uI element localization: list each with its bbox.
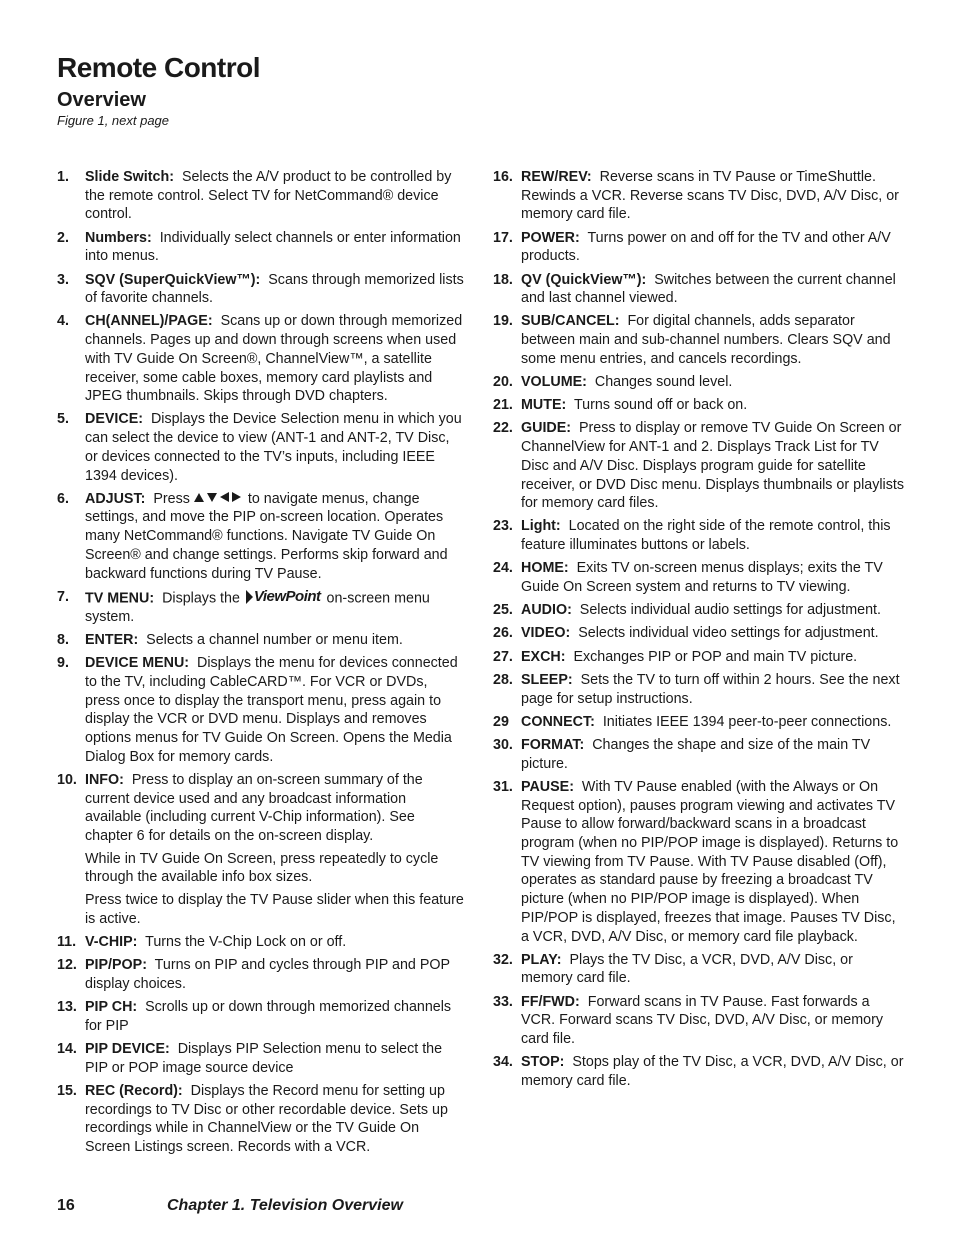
page-footer — [57, 1197, 403, 1215]
item-number: 4. — [57, 313, 69, 330]
item-number: 31. — [493, 778, 513, 795]
item-text-pre: Displays the — [162, 590, 240, 607]
item-term: STOP: — [521, 1054, 565, 1071]
item-number: 26. — [493, 625, 513, 642]
item-number: 7. — [57, 588, 69, 605]
item-text: Turns the V-Chip Lock on or off. — [145, 934, 347, 951]
list-item — [493, 951, 905, 988]
item-text: Exits TV on-screen menus displays; exits the TV Guide On Screen system and returns to TV viewing. — [521, 560, 883, 596]
logo-wordmark: ViewPoint — [253, 587, 321, 605]
item-text: Changes sound level. — [594, 374, 733, 391]
list-item — [57, 1040, 464, 1077]
item-number: 8. — [57, 632, 69, 649]
item-number: 22. — [493, 420, 513, 437]
list-item — [493, 419, 905, 513]
item-text: Scrolls up or down through memorized channels for PIP — [85, 999, 452, 1034]
item-number: 30. — [493, 736, 513, 753]
item-term: DEVICE MENU: — [85, 655, 190, 672]
list-item — [57, 168, 464, 224]
item-text: Scans through memorized lists of favorite channels. — [85, 271, 464, 307]
list-item — [493, 168, 905, 224]
item-number: 9. — [57, 655, 69, 672]
list-item — [57, 312, 464, 406]
item-number: 29 — [493, 713, 509, 730]
list-item — [493, 778, 905, 946]
list-item — [57, 271, 464, 308]
item-term: SLEEP: — [521, 671, 573, 688]
item-term: VIDEO: — [521, 625, 571, 642]
item-term: AUDIO: — [521, 602, 572, 619]
item-text: Changes the shape and size of the main TV picture. — [521, 736, 871, 772]
list-item — [493, 271, 905, 308]
section-title: Overview — [57, 89, 146, 111]
item-term: SQV (SuperQuickView™): — [85, 271, 261, 288]
list-item — [493, 229, 905, 266]
arrow-down-icon — [207, 493, 217, 502]
list-item — [493, 312, 905, 368]
list-item — [493, 373, 905, 392]
item-text: Press to display or remove TV Guide On Screen or ChannelView for ANT-1 and 2. Displays Track List for TV Disc and A/V Disc. Displays program guide for satellite receiver, or DVD Disc menu. Displays thumbnails or playlists for memory card files. — [521, 420, 904, 512]
item-term: FORMAT: — [521, 736, 585, 753]
item-number: 5. — [57, 411, 69, 428]
list-item — [57, 229, 464, 266]
item-term: REC (Record): — [85, 1082, 183, 1099]
item-term: Light: — [521, 518, 561, 535]
left-column — [57, 168, 464, 1161]
item-text: Displays the Device Selection menu in which you can select the device to view (ANT-1 and ANT-2, TV Disc, or devices connected to the TV’s inputs, including IEEE 1394 devices). — [85, 411, 462, 484]
item-text: Plays the TV Disc, a VCR, DVD, A/V Disc, or memory card file. — [521, 951, 853, 987]
chapter-title: Chapter 1. Television Overview — [167, 1197, 403, 1214]
list-item — [493, 624, 905, 643]
page-title: Remote Control — [57, 52, 260, 83]
list-item — [57, 410, 464, 485]
item-text: Turns power on and off for the TV and other A/V products. — [521, 229, 891, 265]
item-number: 23. — [493, 518, 513, 535]
item-number: 33. — [493, 993, 513, 1010]
item-text: Displays the menu for devices connected to the TV, including CableCARD™. For VCR or DVDs, press once to display the transport menu, press again to display the VCR or DVD menu. Displays and removes options menus for TV Guide On Screen. Opens the Media Dialog Box for memory cards. — [85, 655, 458, 765]
item-term: PAUSE: — [521, 778, 574, 795]
item-text: For digital channels, adds separator between main and sub-channel numbers. Clears SQV and some menu entries, and cancels recordings. — [521, 313, 891, 367]
item-text: Reverse scans in TV Pause or TimeShuttle. Rewinds a VCR. Reverse scans TV Disc, DVD, A/V Disc, or memory card file. — [521, 169, 899, 223]
item-term: VOLUME: — [521, 374, 587, 391]
item-text: Initiates IEEE 1394 peer-to-peer connections. — [602, 713, 892, 730]
item-number: 15. — [57, 1082, 77, 1099]
item-text: Displays PIP Selection menu to select the PIP or POP image source device — [85, 1041, 443, 1076]
item-number: 6. — [57, 490, 69, 507]
item-term: GUIDE: — [521, 420, 572, 437]
list-item — [57, 1082, 464, 1157]
item-text: Displays the Record menu for setting up recordings to TV Disc or other recordable device. Sets up recordings while in ChannelView or the TV Guide On Screen Listings screen. Records with a VCR. — [85, 1082, 448, 1156]
item-number: 12. — [57, 957, 77, 974]
item-text: Turns on PIP and cycles through PIP and POP display choices. — [85, 957, 450, 992]
list-item — [493, 736, 905, 773]
list-item — [493, 396, 905, 415]
item-number: 17. — [493, 229, 513, 246]
item-term: DEVICE: — [85, 411, 143, 428]
item-number: 24. — [493, 560, 513, 577]
item-number: 34. — [493, 1054, 513, 1071]
item-text: Press to display an on-screen summary of the current device used and any broadcast information available (including current V-Chip information). See chapter 6 for details on the on-screen display. — [85, 771, 423, 845]
item-text: With TV Pause enabled (with the Always or On Request option), pauses program viewing and activates TV Pause to allow forward/backward scans in a broadcast program (when no PIP/POP image is displayed). Returns to TV viewing from TV Pause. With TV Pause disabled (Off), operates as standard pause by freezing a broadcast TV picture (when no PIP/POP image is displayed). When PIP/POP is displayed, freezes that image. Pauses TV Disc, a VCR, DVD, A/V Disc, or memory card file playback. — [521, 778, 899, 945]
item-term: EXCH: — [521, 648, 566, 665]
item-number: 10. — [57, 771, 77, 788]
arrow-left-icon — [220, 492, 229, 502]
list-item — [493, 993, 905, 1049]
item-term: INFO: — [85, 771, 124, 788]
list-item — [493, 1053, 905, 1090]
right-column — [493, 168, 905, 1095]
item-term: QV (QuickView™): — [521, 271, 647, 288]
item-term: ADJUST: — [85, 490, 146, 507]
item-number: 19. — [493, 313, 513, 330]
arrow-right-icon — [232, 492, 241, 502]
item-term: ENTER: — [85, 632, 139, 649]
item-number: 13. — [57, 999, 77, 1016]
item-term: REW/REV: — [521, 169, 592, 185]
item-term: CONNECT: — [521, 713, 595, 730]
item-text: on-screen menu system. — [85, 590, 430, 625]
item-text: Selects a channel number or menu item. — [146, 632, 403, 649]
item-text: Individually select channels or enter information into menus. — [85, 229, 461, 265]
item-term: HOME: — [521, 560, 569, 577]
arrow-up-icon — [194, 493, 204, 502]
item-number: 1. — [57, 169, 69, 185]
item-term: MUTE: — [521, 397, 567, 414]
item-text: Stops play of the TV Disc, a VCR, DVD, A/V Disc, or memory card file. — [521, 1054, 904, 1089]
item-number: 18. — [493, 271, 513, 288]
item-number: 21. — [493, 397, 513, 414]
item-term: SUB/CANCEL: — [521, 313, 620, 330]
item-term: TV MENU: — [85, 590, 155, 607]
list-item — [493, 517, 905, 554]
item-number: 25. — [493, 602, 513, 619]
viewpoint-logo — [246, 588, 321, 607]
list-item — [57, 998, 464, 1035]
item-number: 16. — [493, 169, 513, 185]
item-text: Selects individual video settings for adjustment. — [578, 625, 879, 642]
item-term: FF/FWD: — [521, 993, 580, 1010]
list-item — [493, 713, 905, 732]
item-text: Selects the A/V product to be controlled by the remote control. Select TV for NetCommand® device control. — [85, 169, 452, 223]
item-paragraph: Press twice to display the TV Pause slider when this feature is active. — [85, 892, 464, 927]
list-item — [493, 648, 905, 667]
item-text: Exchanges PIP or POP and main TV picture. — [573, 648, 858, 665]
list-item — [57, 771, 464, 929]
item-number: 14. — [57, 1041, 77, 1058]
item-text: Scans up or down through memorized channels. Pages up and down through screens when used with TV Guide On Screen®, ChannelView™, a satellite receiver, some cable boxes, memory card playlists and JPEG thumbnails. Skips through DVD chapters. — [85, 313, 463, 405]
item-number: 2. — [57, 229, 69, 246]
list-item — [57, 933, 464, 952]
list-item — [57, 956, 464, 993]
item-term: PIP DEVICE: — [85, 1041, 170, 1058]
item-number: 3. — [57, 271, 69, 288]
item-text: Forward scans in TV Pause. Fast forwards a VCR. Forward scans TV Disc, DVD, A/V Disc, or memory card file. — [521, 993, 883, 1048]
item-term: V-CHIP: — [85, 934, 138, 951]
figure-reference: Figure 1, next page — [57, 113, 170, 128]
item-paragraph: While in TV Guide On Screen, press repeatedly to cycle through the available info box sizes. — [85, 850, 439, 886]
logo-arrow-icon — [246, 590, 253, 604]
item-text-pre: Press — [153, 490, 190, 507]
item-term: PLAY: — [521, 951, 562, 968]
page-number: 16 — [57, 1197, 75, 1214]
item-term: Numbers: — [85, 229, 152, 246]
item-text: Sets the TV to turn off within 2 hours. See the next page for setup instructions. — [521, 671, 900, 707]
item-number: 20. — [493, 374, 513, 391]
item-number: 27. — [493, 648, 513, 665]
list-item — [493, 559, 905, 596]
list-item — [57, 588, 464, 627]
list-item — [57, 631, 464, 650]
item-text: to navigate menus, change settings, and move the PIP on-screen location. Operates many NetCommand® functions. Navigate TV Guide On Screen® and change settings. Performs skip forward and backward functions during TV Pause. — [85, 490, 448, 582]
item-term: Slide Switch: — [85, 169, 174, 185]
item-term: CH(ANNEL)/PAGE: — [85, 313, 213, 330]
item-number: 11. — [57, 934, 77, 951]
item-text: Selects individual audio settings for adjustment. — [579, 602, 881, 619]
list-item — [57, 490, 464, 584]
item-text: Located on the right side of the remote control, this feature illuminates buttons or labels. — [521, 518, 891, 554]
list-item — [493, 671, 905, 708]
item-text: Turns sound off or back on. — [573, 397, 748, 414]
item-term: POWER: — [521, 229, 580, 246]
item-number: 28. — [493, 671, 513, 688]
item-term: PIP/POP: — [85, 957, 147, 974]
item-term: PIP CH: — [85, 999, 138, 1016]
item-text: Switches between the current channel and last channel viewed. — [521, 271, 896, 307]
item-number: 32. — [493, 951, 513, 968]
list-item — [493, 601, 905, 620]
list-item — [57, 654, 464, 766]
